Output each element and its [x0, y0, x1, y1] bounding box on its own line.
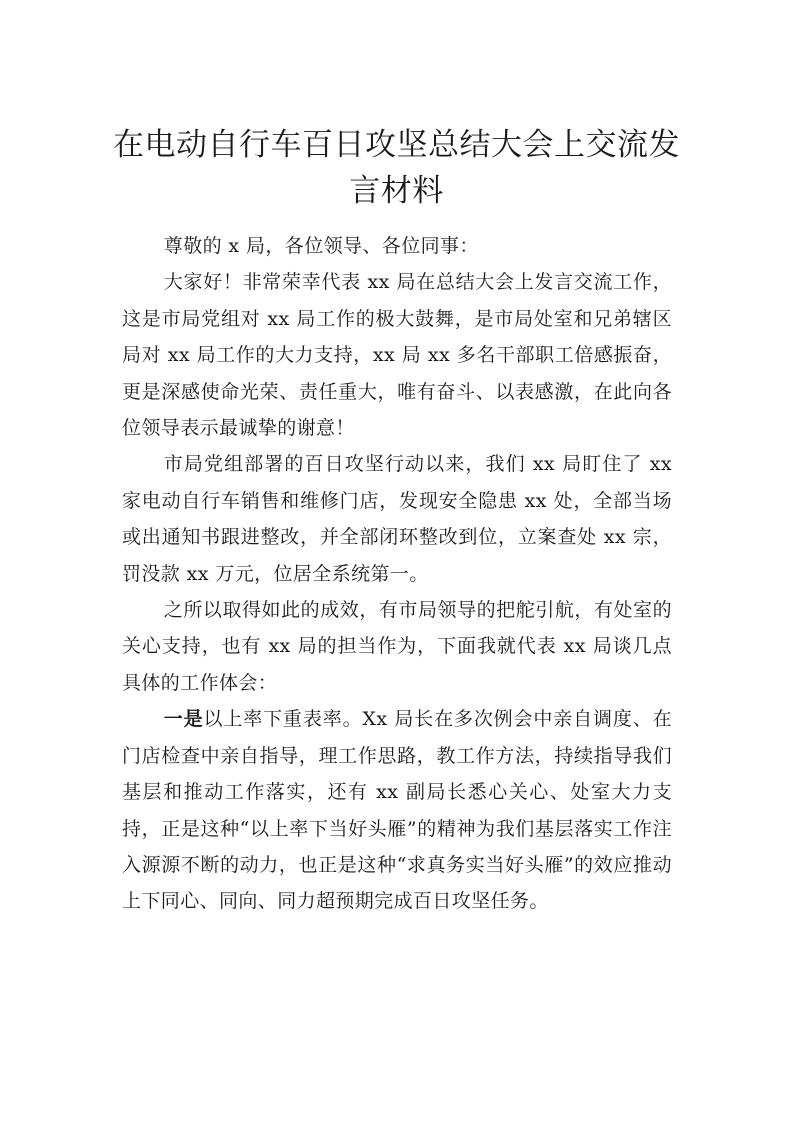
paragraph-point-one [122, 701, 672, 919]
point-one-lead: 一是 [163, 708, 204, 731]
point-one-text: 以上率下重表率。Xx 局长在多次例会中亲自调度、在门店检查中亲自指导，理工作思路，教工作方法，持续指导我们基层和推动工作落实，还有 xx 副局长悉心关心、处室大力支持，正是这种“以上率下当好头雁”的精神为我们基层落实工作注入源源不断的动力，也正是这种“求真务实当好头雁”的效应推动上下同心、同向、同力超预期完成百日攻坚任务。 [122, 708, 672, 913]
paragraph-transition: 之所以取得如此的成效，有市局领导的把舵引航，有处室的关心支持，也有 xx 局的担当作为，下面我就代表 xx 局谈几点具体的工作体会： [122, 599, 672, 694]
document-body [122, 228, 672, 920]
paragraph-opening: 大家好！非常荣幸代表 xx 局在总结大会上发言交流工作，这是市局党组对 xx 局工作的极大鼓舞，是市局处室和兄弟辖区局对 xx 局工作的大力支持，xx 局 xx 多名干部职工倍感振奋，更是深感使命光荣、责任重大，唯有奋斗、以表感激，在此向各位领导表示最诚挚的谢意！ [122, 271, 672, 440]
paragraph-results: 市局党组部署的百日攻坚行动以来，我们 xx 局盯住了 xx 家电动自行车销售和维修门店，发现安全隐患 xx 处，全部当场或出通知书跟进整改，并全部闭环整改到位，立案查处 xx 宗，罚没款 xx 万元，位居全系统第一。 [122, 453, 672, 585]
salutation: 尊敬的 x 局，各位领导、各位同事： [163, 235, 479, 257]
document-title: 在电动自行车百日攻坚总结大会上交流发言材料 [113, 127, 680, 209]
